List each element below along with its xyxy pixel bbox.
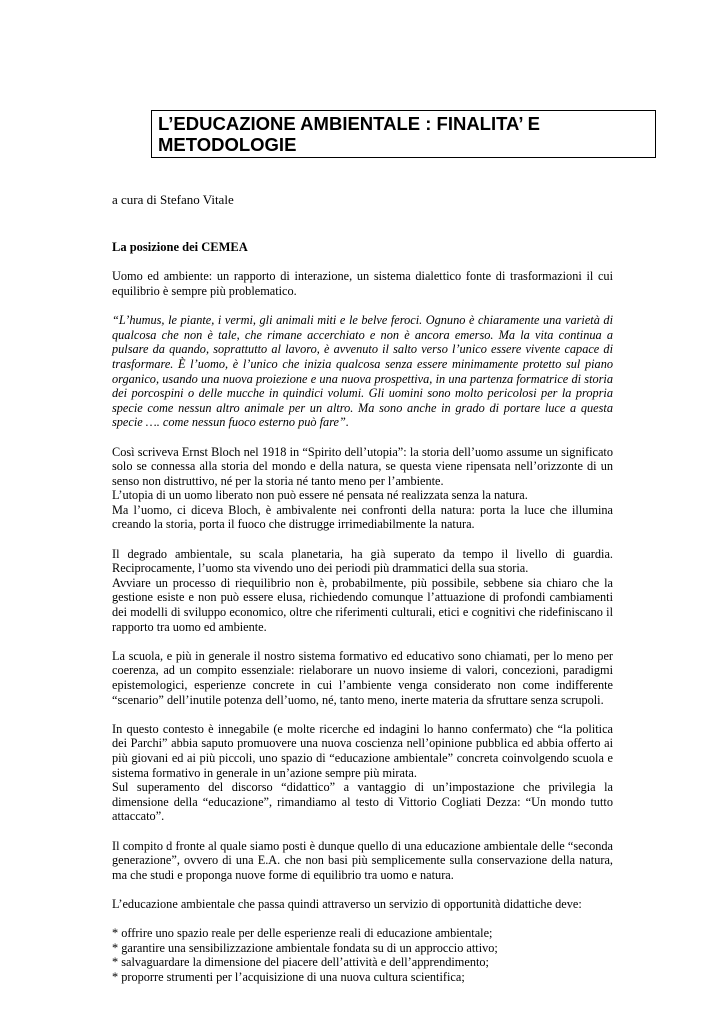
document-title: L’EDUCAZIONE AMBIENTALE : FINALITA’ E METODOLOGIE [158, 113, 540, 155]
bloch-quote: “L’humus, le piante, i vermi, gli animali miti e le belve feroci. Ognuno è chiaramente una varietà di qualcosa che non è tale, che rimane accerchiato e non è ancora emerso. Ma la vita continua a pulsare da quando, soprattutto al lavoro, è avvenuto il salto verso l’unico essere vivente capace di trasformare. È l’uomo, è l’unico che inizia qualcosa senza essere minimamente protetto sul piano organico, usando una nuova proiezione e una nuova prospettiva, in una partenza formatrice di storia dei porcospini o delle mucche in quindici volumi. Gli uomini sono molto pericolosi per la propria specie come nessun altro animale per un altro. Ma sono anche in grado di portare luce a questa specie …. come nessun fuoco esterno può fare”. [112, 313, 613, 430]
title-box [151, 110, 656, 158]
paragraph-intro: Uomo ed ambiente: un rapporto di interazione, un sistema dialettico fonte di trasformazioni il cui equilibrio è sempre più problematico. [112, 269, 613, 298]
list-item: * proporre strumenti per l’acquisizione di una nuova cultura scientifica; [112, 969, 465, 984]
document-body [112, 193, 613, 984]
author-line: a cura di Stefano Vitale [112, 192, 234, 207]
section-heading: La posizione dei CEMEA [112, 240, 248, 255]
paragraph-bloch: Così scriveva Ernst Bloch nel 1918 in “Spirito dell’utopia”: la storia dell’uomo assume un significato solo se connessa alla storia del mondo e della natura, se questa viene ripensata nell’orizzonte di un senso non distruttivo, né per la storia né tanto meno per l’ambiente. [112, 444, 613, 488]
list-item: * salvaguardare la dimensione del piacere dell’attività e dell’apprendimento; [112, 955, 489, 970]
paragraph-ambivalence: Ma l’uomo, ci diceva Bloch, è ambivalente nei confronti della natura: porta la luce che illumina creando la storia, porta il fuoco che distrugge irrimediabilmente la natura. [112, 502, 613, 532]
paragraph-scuola: La scuola, e più in generale il nostro sistema formativo ed educativo sono chiamati, per lo meno per coerenza, ad un compito essenziale: rielaborare un nuovo insieme di valori, concezioni, paradigmi epistemologici, esperienze concrete in cui l’ambiente venga considerato non come indifferente “scenario” dell’inutile potenza dell’uomo, né, tanto meno, inerte materia da sfruttare senza scrupoli. [112, 648, 613, 707]
paragraph-compito: Il compito d fronte al quale siamo posti è dunque quello di una educazione ambientale delle “seconda generazione”, ovvero di una E.A. che non basi più semplicemente sulla conservazione della natura, ma che studi e proponga nuove forme di equilibrio tra uomo e natura. [112, 838, 613, 882]
paragraph-servizio: L’educazione ambientale che passa quindi attraverso un servizio di opportunità didattiche deve: [112, 896, 582, 911]
list-item: * garantire una sensibilizzazione ambientale fondata su di un approccio attivo; [112, 940, 498, 955]
paragraph-degrado: Il degrado ambientale, su scala planetaria, ha già superato da tempo il livello di guardia. Reciprocamente, l’uomo sta vivendo uno dei periodi più drammatici della sua storia. [112, 546, 613, 576]
paragraph-didattico: Sul superamento del discorso “didattico” a vantaggio di un’impostazione che privilegia la dimensione della “educazione”, rimandiamo al testo di Vittorio Cogliati Dezza: “Un mondo tutto attaccato”. [112, 780, 613, 824]
paragraph-riequilibrio: Avviare un processo di riequilibrio non è, probabilmente, più possibile, sebbene sia chiaro che la gestione esiste e non può essere elusa, richiedendo comunque l’attuazione di profondi cambiamenti dei modelli di sviluppo economico, oltre che riferimenti culturali, etici e cognitivi che ridefiniscano il rapporto tra uomo ed ambiente. [112, 575, 613, 634]
list-item: * offrire uno spazio reale per delle esperienze reali di educazione ambientale; [112, 926, 493, 941]
paragraph-parchi: In questo contesto è innegabile (e molte ricerche ed indagini lo hanno confermato) che “la politica dei Parchi” abbia saputo promuovere una nuova coscienza nell’opinione pubblica ed abbia offerto ai più giovani ed ai più piccoli, uno spazio di “educazione ambientale” concreta coinvolgendo scuola e sistema formativo in generale in un’azione sempre più mirata. [112, 721, 613, 780]
paragraph-utopia: L’utopia di un uomo liberato non può essere né pensata né realizzata senza la natura. [112, 488, 528, 503]
